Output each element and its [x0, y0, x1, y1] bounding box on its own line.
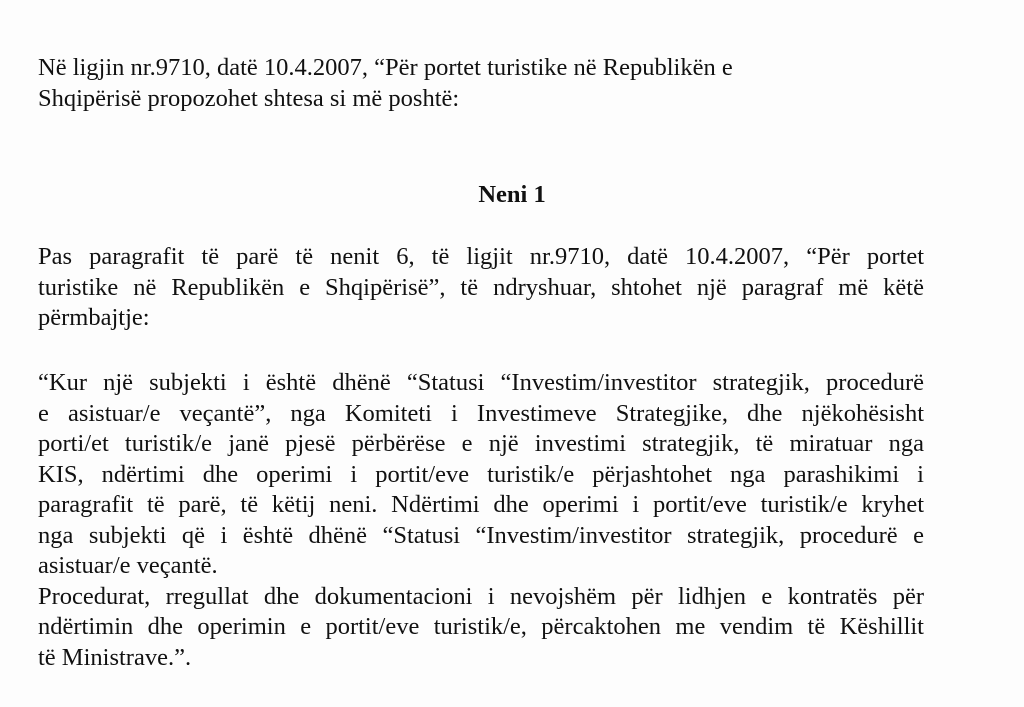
intro-line: Shqipërisë propozohet shtesa si më poshtë: [38, 84, 460, 112]
paragraph-line: nga subjekti që i është dhënë “Statusi “Investim/investitor strategjik, procedurë e [38, 521, 924, 549]
paragraph-line: e asistuar/e veçantë”, nga Komiteti i Investimeve Strategjike, dhe njëkohësisht [38, 399, 924, 427]
paragraph-line: porti/et turistik/e janë pjesë përbërëse e një investimi strategjik, të miratuar nga [38, 430, 924, 457]
paragraph-line: KIS, ndërtimi dhe operimi i portit/eve turistik/e përjashtohet nga parashikimi i [38, 460, 924, 488]
paragraph-line: turistike në Republikën e Shqipërisë”, të ndryshuar, shtohet një paragraf më këtë [38, 273, 924, 301]
paragraph-line: Pas paragrafit të parë të nenit 6, të ligjit nr.9710, datë 10.4.2007, “Për portet [38, 243, 924, 270]
article-heading: Neni 1 [478, 181, 546, 208]
paragraph-line: “Kur një subjekti i është dhënë “Statusi “Investim/investitor strategjik, procedurë [38, 369, 924, 396]
paragraph-line: përmbajtje: [38, 304, 150, 331]
intro-line: Në ligjin nr.9710, datë 10.4.2007, “Për portet turistike në Republikën e [38, 54, 733, 81]
article-paragraph-2 [38, 368, 924, 673]
paragraph-line: asistuar/e veçantë. [38, 552, 218, 579]
paragraph-line: Procedurat, rregullat dhe dokumentacioni i nevojshëm për lidhjen e kontratës për [38, 582, 924, 610]
article-paragraph-1 [38, 242, 924, 334]
paragraph-line: paragrafit të parë, të këtij neni. Ndërtimi dhe operimi i portit/eve turistik/e kryhet [38, 491, 924, 518]
intro-paragraph [38, 53, 858, 114]
paragraph-line: të Ministrave.”. [38, 643, 192, 671]
paragraph-line: ndërtimin dhe operimin e portit/eve turistik/e, përcaktohen me vendim të Këshillit [38, 613, 924, 640]
